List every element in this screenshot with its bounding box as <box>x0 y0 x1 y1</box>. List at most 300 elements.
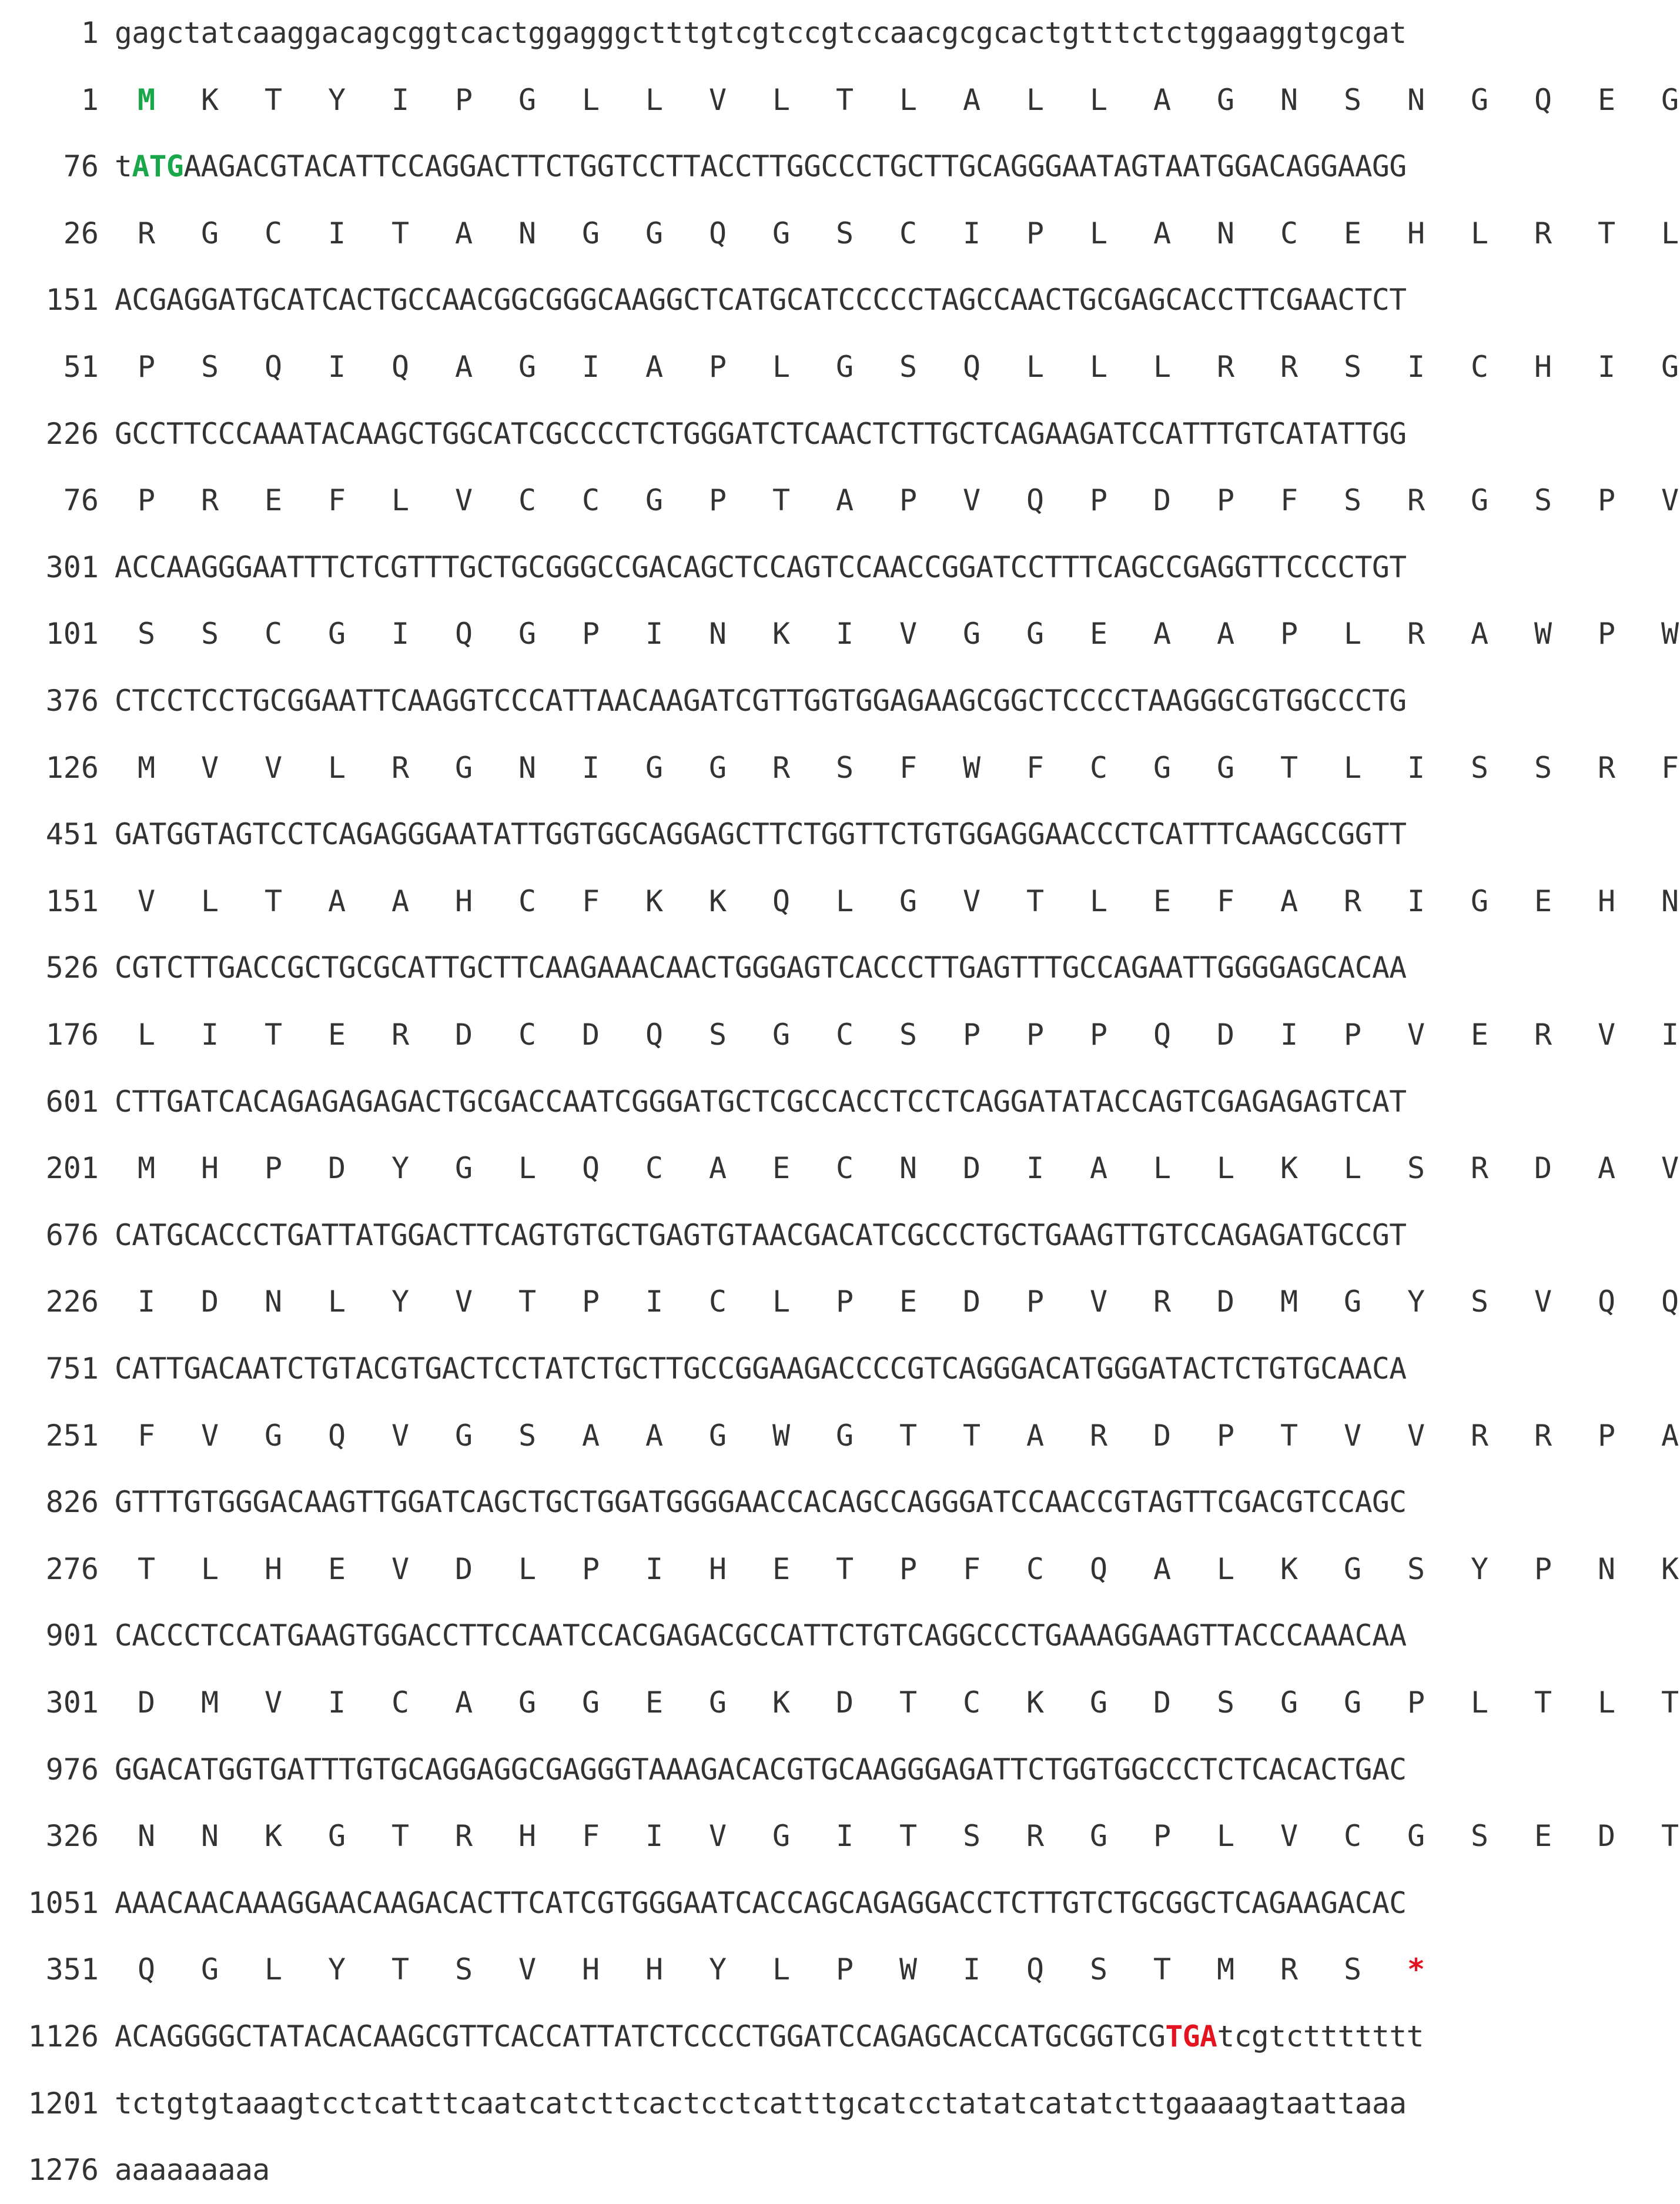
amino-acid: P <box>708 483 727 518</box>
amino-acid: P <box>1026 1285 1045 1319</box>
amino-acid-sequence <box>115 467 1679 534</box>
amino-acid: P <box>1597 1418 1616 1453</box>
amino-acid: G <box>1216 750 1235 785</box>
amino-acid: A <box>962 82 981 117</box>
nucleotide-sequence: ACAGGGGCTATACACAAGCGTTCACCATTATCTCCCCTGGATCCAGAGCACCATGCGGTCGTGAtcgtcttttttt <box>115 2019 1424 2054</box>
nucleotide-row <box>0 2137 1680 2204</box>
amino-acid: G <box>1343 1551 1362 1586</box>
amino-acid: P <box>1597 483 1616 518</box>
amino-acid: V <box>962 884 981 918</box>
amino-acid: R <box>1280 1952 1299 1987</box>
amino-acid: D <box>962 1285 981 1319</box>
position-number: 901 <box>45 1618 99 1653</box>
amino-acid: L <box>1026 350 1045 384</box>
position-number: 676 <box>45 1218 99 1252</box>
nucleotide-sequence: CACCCTCCATGAAGTGGACCTTCCAATCCACGAGACGCCATTCTGTCAGGCCCTGAAAGGAAGTTACCCAAACAA <box>115 1618 1407 1653</box>
amino-acid: G <box>708 750 727 785</box>
nucleotide-row <box>0 801 1680 868</box>
amino-acid: L <box>1216 1551 1235 1586</box>
amino-acid: R <box>200 483 219 518</box>
position-number: 151 <box>45 283 99 317</box>
amino-acid: F <box>1661 750 1679 785</box>
amino-acid: Y <box>327 1952 346 1987</box>
nucleotide-sequence: aaaaaaaaa <box>115 2153 270 2188</box>
amino-acid: A <box>1026 1418 1045 1453</box>
amino-acid: R <box>391 1018 410 1052</box>
nucleotide-row <box>0 267 1680 334</box>
amino-acid: A <box>1153 216 1172 250</box>
amino-acid: D <box>1216 1018 1235 1052</box>
amino-acid: G <box>1407 1819 1425 1854</box>
nucleotide-sequence: ACGAGGATGCATCACTGCCAACGGCGGGCAAGGCTCATGCATCCCCCTAGCCAACTGCGAGCACCTTCGAACTCT <box>115 283 1407 317</box>
stop-marker: * <box>1407 1952 1425 1987</box>
amino-acid: V <box>708 1819 727 1854</box>
amino-acid: P <box>899 1551 918 1586</box>
amino-acid: I <box>391 617 410 651</box>
amino-acid: Y <box>391 1151 410 1186</box>
position-number: 251 <box>45 1418 99 1453</box>
amino-acid: T <box>835 82 854 117</box>
amino-acid: L <box>772 1952 791 1987</box>
amino-acid: I <box>1280 1018 1299 1052</box>
nucleotide-row <box>0 0 1680 67</box>
amino-acid: L <box>200 1551 219 1586</box>
amino-acid: S <box>1470 1819 1489 1854</box>
amino-acid: D <box>454 1018 473 1052</box>
amino-acid: R <box>454 1819 473 1854</box>
amino-acid: N <box>137 1819 156 1854</box>
amino-acid: V <box>1343 1418 1362 1453</box>
amino-acid: F <box>962 1551 981 1586</box>
nucleotide-sequence: CATGCACCCTGATTATGGACTTCAGTGTGCTGAGTGTAACGACATCGCCCTGCTGAAGTTGTCCAGAGATGCCGT <box>115 1218 1407 1252</box>
amino-acid: Q <box>1026 483 1045 518</box>
amino-acid: K <box>708 884 727 918</box>
amino-acid: G <box>327 1819 346 1854</box>
amino-acid: C <box>1026 1551 1045 1586</box>
amino-acid: S <box>1470 750 1489 785</box>
amino-acid: R <box>1407 483 1425 518</box>
amino-acid-row <box>0 1803 1680 1870</box>
amino-acid: L <box>1089 350 1108 384</box>
amino-acid: S <box>1216 1685 1235 1720</box>
amino-acid-sequence <box>115 1002 1679 1069</box>
amino-acid: V <box>200 750 219 785</box>
amino-acid: W <box>772 1418 791 1453</box>
amino-acid: E <box>772 1151 791 1186</box>
amino-acid: D <box>581 1018 600 1052</box>
amino-acid: V <box>1407 1418 1425 1453</box>
amino-acid: G <box>899 884 918 918</box>
amino-acid-sequence <box>115 1536 1679 1603</box>
nucleotide-row <box>0 1603 1680 1670</box>
amino-acid: V <box>454 483 473 518</box>
amino-acid: P <box>581 1551 600 1586</box>
amino-acid: R <box>1534 1418 1552 1453</box>
amino-acid: I <box>645 617 664 651</box>
amino-acid: T <box>137 1551 156 1586</box>
nucleotide-sequence: GATGGTAGTCCTCAGAGGGAATATTGGTGGCAGGAGCTTCTGGTTCTGTGGAGGAACCCTCATTTCAAGCCGGTT <box>115 817 1407 852</box>
amino-acid: T <box>1026 884 1045 918</box>
amino-acid: V <box>264 750 283 785</box>
amino-acid: G <box>962 617 981 651</box>
amino-acid: V <box>1534 1285 1552 1319</box>
amino-acid: G <box>454 750 473 785</box>
amino-acid: R <box>1534 216 1552 250</box>
amino-acid: N <box>518 750 537 785</box>
amino-acid: T <box>899 1418 918 1453</box>
amino-acid: S <box>137 617 156 651</box>
amino-acid: G <box>581 216 600 250</box>
amino-acid-row <box>0 1403 1680 1470</box>
amino-acid: P <box>1216 483 1235 518</box>
amino-acid: L <box>1343 617 1362 651</box>
amino-acid: L <box>1597 1685 1616 1720</box>
amino-acid: T <box>1280 1418 1299 1453</box>
amino-acid: S <box>1470 1285 1489 1319</box>
nucleotide-row <box>0 1202 1680 1269</box>
amino-acid: C <box>645 1151 664 1186</box>
amino-acid: R <box>137 216 156 250</box>
amino-acid: C <box>518 483 537 518</box>
amino-acid: Q <box>137 1952 156 1987</box>
amino-acid: G <box>518 82 537 117</box>
nucleotide-row <box>0 133 1680 200</box>
amino-acid: G <box>835 350 854 384</box>
amino-acid: G <box>1216 82 1235 117</box>
amino-acid: L <box>772 82 791 117</box>
amino-acid: H <box>708 1551 727 1586</box>
amino-acid: S <box>708 1018 727 1052</box>
start-codon: ATG <box>132 149 184 184</box>
nucleotide-row <box>0 935 1680 1002</box>
amino-acid: T <box>899 1819 918 1854</box>
amino-acid: L <box>327 750 346 785</box>
amino-acid: G <box>200 216 219 250</box>
position-number: 301 <box>45 550 99 584</box>
amino-acid: C <box>1470 350 1489 384</box>
amino-acid: W <box>1661 617 1679 651</box>
amino-acid: V <box>899 617 918 651</box>
position-number: 101 <box>45 617 99 651</box>
amino-acid: G <box>772 1819 791 1854</box>
amino-acid: Q <box>1534 82 1552 117</box>
amino-acid: I <box>1407 350 1425 384</box>
position-number: 1 <box>81 16 99 50</box>
amino-acid: K <box>264 1819 283 1854</box>
amino-acid: I <box>581 750 600 785</box>
amino-acid: E <box>645 1685 664 1720</box>
position-number: 76 <box>63 149 99 184</box>
nucleotide-sequence: AAACAACAAAGGAACAAGACACTTCATCGTGGGAATCACCAGCAGAGGACCTCTTGTCTGCGGCTCAGAAGACAC <box>115 1885 1407 1920</box>
position-number: 1276 <box>28 2153 99 2188</box>
amino-acid: R <box>1597 750 1616 785</box>
amino-acid: R <box>1470 1418 1489 1453</box>
amino-acid: E <box>327 1551 346 1586</box>
amino-acid: P <box>835 1285 854 1319</box>
amino-acid: N <box>899 1151 918 1186</box>
amino-acid: P <box>835 1952 854 1987</box>
amino-acid: W <box>899 1952 918 1987</box>
amino-acid: K <box>1280 1151 1299 1186</box>
amino-acid: E <box>1534 1819 1552 1854</box>
amino-acid: S <box>835 750 854 785</box>
amino-acid: I <box>645 1551 664 1586</box>
amino-acid: F <box>1026 750 1045 785</box>
amino-acid: Q <box>1597 1285 1616 1319</box>
amino-acid: K <box>200 82 219 117</box>
amino-acid: V <box>454 1285 473 1319</box>
amino-acid: P <box>581 1285 600 1319</box>
position-number: 301 <box>45 1685 99 1720</box>
amino-acid: A <box>708 1151 727 1186</box>
amino-acid: N <box>1597 1551 1616 1586</box>
amino-acid: Q <box>327 1418 346 1453</box>
amino-acid: G <box>645 216 664 250</box>
amino-acid-row <box>0 735 1680 802</box>
amino-acid: C <box>1280 216 1299 250</box>
amino-acid: D <box>1216 1285 1235 1319</box>
amino-acid: F <box>1280 483 1299 518</box>
amino-acid: P <box>1534 1551 1552 1586</box>
amino-acid: S <box>1343 483 1362 518</box>
amino-acid: A <box>645 350 664 384</box>
amino-acid: A <box>1153 617 1172 651</box>
amino-acid-sequence <box>115 1803 1679 1870</box>
amino-acid: A <box>454 216 473 250</box>
amino-acid: L <box>391 483 410 518</box>
amino-acid: R <box>1280 350 1299 384</box>
amino-acid: L <box>327 1285 346 1319</box>
amino-acid: P <box>1089 1018 1108 1052</box>
amino-acid: L <box>137 1018 156 1052</box>
nucleotide-sequence: gagctatcaaggacagcggtcactggagggctttgtcgtccgtccaacgcgcactgtttctctggaaggtgcgat <box>115 16 1407 50</box>
amino-acid: I <box>327 216 346 250</box>
amino-acid: L <box>645 82 664 117</box>
amino-acid: E <box>772 1551 791 1586</box>
amino-acid: G <box>772 1018 791 1052</box>
amino-acid: V <box>1661 1151 1679 1186</box>
amino-acid: V <box>137 884 156 918</box>
amino-acid: I <box>1597 350 1616 384</box>
amino-acid: L <box>1470 216 1489 250</box>
amino-acid: I <box>1026 1151 1045 1186</box>
amino-acid: R <box>1534 1018 1552 1052</box>
amino-acid: T <box>835 1551 854 1586</box>
amino-acid: V <box>391 1418 410 1453</box>
amino-acid: G <box>708 1418 727 1453</box>
nucleotide-sequence: GCCTTCCCAAATACAAGCTGGCATCGCCCCTCTGGGATCTCAACTCTTGCTCAGAAGATCCATTTGTCATATTGG <box>115 416 1407 451</box>
amino-acid: I <box>835 617 854 651</box>
amino-acid: R <box>1343 884 1362 918</box>
amino-acid: L <box>1216 1819 1235 1854</box>
amino-acid: G <box>200 1952 219 1987</box>
amino-acid: L <box>581 82 600 117</box>
amino-acid: V <box>518 1952 537 1987</box>
amino-acid: I <box>137 1285 156 1319</box>
amino-acid: L <box>1343 750 1362 785</box>
position-number: 126 <box>45 750 99 785</box>
amino-acid: H <box>200 1151 219 1186</box>
stop-codon: TGA <box>1165 2019 1217 2054</box>
amino-acid: Q <box>264 350 283 384</box>
amino-acid: Q <box>645 1018 664 1052</box>
amino-acid-sequence <box>115 1937 1666 2004</box>
position-number: 1051 <box>28 1885 99 1920</box>
amino-acid: N <box>1661 884 1679 918</box>
amino-acid-sequence <box>115 334 1679 401</box>
amino-acid: E <box>1343 216 1362 250</box>
amino-acid: G <box>772 216 791 250</box>
nucleotide-row <box>0 401 1680 468</box>
amino-acid-sequence <box>115 1135 1679 1202</box>
position-number: 76 <box>63 483 99 518</box>
amino-acid: L <box>518 1151 537 1186</box>
amino-acid: L <box>200 884 219 918</box>
amino-acid: F <box>327 483 346 518</box>
amino-acid: H <box>1534 350 1552 384</box>
amino-acid: M <box>137 750 156 785</box>
amino-acid: K <box>1026 1685 1045 1720</box>
amino-acid: I <box>327 350 346 384</box>
amino-acid: N <box>518 216 537 250</box>
amino-acid-sequence <box>115 1403 1679 1470</box>
amino-acid: D <box>1153 483 1172 518</box>
amino-acid: L <box>264 1952 283 1987</box>
amino-acid: N <box>200 1819 219 1854</box>
amino-acid: V <box>708 82 727 117</box>
amino-acid: C <box>518 884 537 918</box>
amino-acid: G <box>1089 1819 1108 1854</box>
amino-acid: I <box>391 82 410 117</box>
amino-acid: V <box>264 1685 283 1720</box>
amino-acid-sequence <box>115 735 1679 802</box>
amino-acid: I <box>1661 1018 1679 1052</box>
nucleotide-sequence: tATGAAGACGTACATTCCAGGACTTCTGGTCCTTACCTTGGCCCTGCTTGCAGGGAATAGTAATGGACAGGAAGG <box>115 149 1407 184</box>
amino-acid: A <box>581 1418 600 1453</box>
nucleotide-sequence: CTCCTCCTGCGGAATTCAAGGTCCCATTAACAAGATCGTTGGTGGAGAAGCGGCTCCCCTAAGGGCGTGGCCCTG <box>115 684 1407 718</box>
amino-acid: Y <box>708 1952 727 1987</box>
amino-acid: C <box>962 1685 981 1720</box>
amino-acid: Q <box>391 350 410 384</box>
amino-acid: K <box>1280 1551 1299 1586</box>
amino-acid: L <box>1343 1151 1362 1186</box>
amino-acid: H <box>454 884 473 918</box>
nucleotide-sequence: CTTGATCACAGAGAGAGACTGCGACCAATCGGGATGCTCGCCACCTCCTCAGGATATACCAGTCGAGAGAGTCAT <box>115 1084 1407 1119</box>
amino-acid: H <box>645 1952 664 1987</box>
amino-acid: V <box>1407 1018 1425 1052</box>
amino-acid: N <box>1216 216 1235 250</box>
amino-acid: W <box>962 750 981 785</box>
amino-acid-row <box>0 1937 1680 2004</box>
amino-acid: L <box>1153 1151 1172 1186</box>
position-number: 601 <box>45 1084 99 1119</box>
amino-acid: L <box>1089 82 1108 117</box>
amino-acid: L <box>1216 1151 1235 1186</box>
amino-acid: D <box>835 1685 854 1720</box>
amino-acid: P <box>1407 1685 1425 1720</box>
amino-acid-row <box>0 1670 1680 1737</box>
amino-acid: S <box>200 350 219 384</box>
amino-acid: P <box>1089 483 1108 518</box>
amino-acid: I <box>835 1819 854 1854</box>
amino-acid: G <box>1343 1285 1362 1319</box>
amino-acid: G <box>518 1685 537 1720</box>
amino-acid: C <box>1343 1819 1362 1854</box>
amino-acid: H <box>518 1819 537 1854</box>
amino-acid: S <box>1534 483 1552 518</box>
amino-acid-row <box>0 67 1680 134</box>
position-number: 751 <box>45 1352 99 1386</box>
position-number: 526 <box>45 951 99 985</box>
amino-acid: R <box>1407 617 1425 651</box>
amino-acid: H <box>264 1551 283 1586</box>
amino-acid: C <box>264 617 283 651</box>
amino-acid: T <box>264 82 283 117</box>
amino-acid: P <box>137 483 156 518</box>
amino-acid: N <box>1280 82 1299 117</box>
position-number: 326 <box>45 1819 99 1854</box>
amino-acid: Q <box>454 617 473 651</box>
amino-acid: D <box>454 1551 473 1586</box>
amino-acid: G <box>327 617 346 651</box>
amino-acid: A <box>454 350 473 384</box>
amino-acid: A <box>1280 884 1299 918</box>
amino-acid: V <box>1661 483 1679 518</box>
nucleotide-row <box>0 1069 1680 1136</box>
amino-acid: F <box>581 884 600 918</box>
nucleotide-row <box>0 1737 1680 1804</box>
amino-acid: L <box>1026 82 1045 117</box>
amino-acid: L <box>518 1551 537 1586</box>
amino-acid: Y <box>1407 1285 1425 1319</box>
amino-acid: E <box>899 1285 918 1319</box>
amino-acid: F <box>137 1418 156 1453</box>
amino-acid: G <box>518 617 537 651</box>
amino-acid-row <box>0 1135 1680 1202</box>
amino-acid: Q <box>1026 1952 1045 1987</box>
amino-acid: G <box>454 1418 473 1453</box>
amino-acid: E <box>1089 617 1108 651</box>
amino-acid: S <box>1407 1151 1425 1186</box>
amino-acid: Q <box>772 884 791 918</box>
amino-acid: K <box>1661 1551 1679 1586</box>
amino-acid: S <box>454 1952 473 1987</box>
position-number: 376 <box>45 684 99 718</box>
amino-acid: S <box>1534 750 1552 785</box>
amino-acid: S <box>899 1018 918 1052</box>
amino-acid: A <box>1089 1151 1108 1186</box>
amino-acid: A <box>1153 1551 1172 1586</box>
amino-acid: W <box>1534 617 1552 651</box>
nucleotide-sequence: tctgtgtaaagtcctcatttcaatcatcttcactcctcatttgcatcctatatcatatcttgaaaagtaattaaa <box>115 2086 1407 2121</box>
amino-acid: Y <box>391 1285 410 1319</box>
amino-acid: T <box>1153 1952 1172 1987</box>
amino-acid: S <box>962 1819 981 1854</box>
amino-acid: N <box>264 1285 283 1319</box>
amino-acid: C <box>581 483 600 518</box>
amino-acid: R <box>1089 1418 1108 1453</box>
amino-acid: P <box>264 1151 283 1186</box>
amino-acid: K <box>772 617 791 651</box>
amino-acid: L <box>1153 350 1172 384</box>
amino-acid: M <box>200 1685 219 1720</box>
amino-acid: G <box>1280 1685 1299 1720</box>
nucleotide-row <box>0 534 1680 601</box>
nucleotide-sequence: GGACATGGTGATTTGTGCAGGAGGCGAGGGTAAAGACACGTGCAAGGGAGATTCTGGTGGCCCTCTCACACTGAC <box>115 1752 1407 1787</box>
amino-acid: P <box>1343 1018 1362 1052</box>
amino-acid: A <box>1597 1151 1616 1186</box>
amino-acid: T <box>1280 750 1299 785</box>
